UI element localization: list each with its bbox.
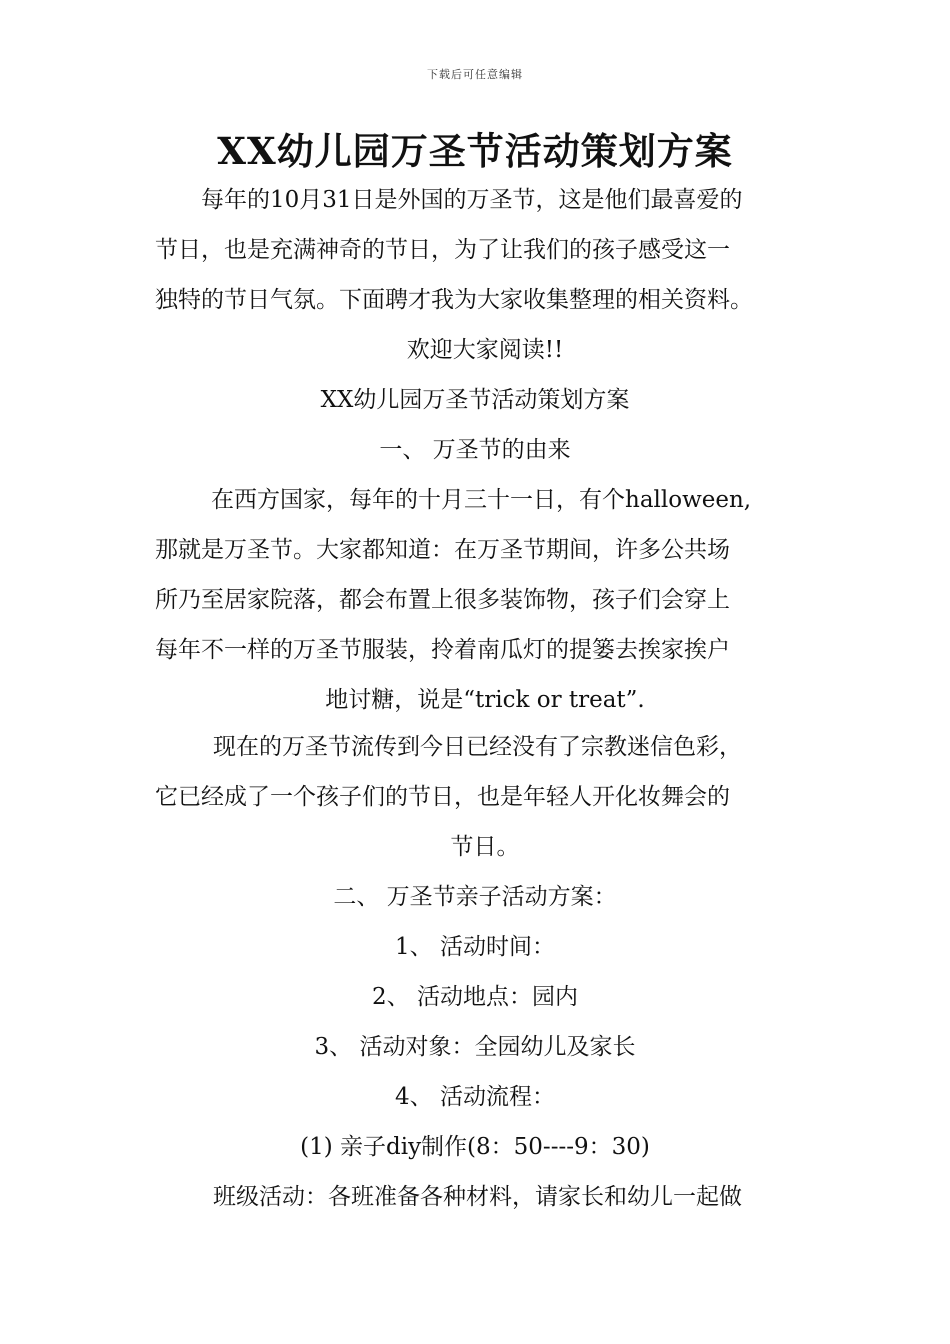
paragraph-line: 节日。 xyxy=(450,834,520,860)
paragraph-line: 地讨糖，说是“trick or treat”. xyxy=(325,687,645,713)
document-subtitle: XX幼儿园万圣节活动策划方案 xyxy=(320,387,630,413)
intro-paragraph xyxy=(155,175,815,375)
header-note: 下载后可任意编辑 xyxy=(427,68,523,81)
list-item: 3、 活动对象：全园幼儿及家长 xyxy=(314,1034,636,1060)
paragraph-line: 班级活动：各班准备各种材料，请家长和幼儿一起做 xyxy=(213,1184,742,1210)
paragraph-line: 每年不一样的万圣节服装，拎着南瓜灯的提篓去挨家挨户 xyxy=(155,637,730,663)
section2-heading: 二、 万圣节亲子活动方案： xyxy=(333,884,617,910)
paragraph-line: 现在的万圣节流传到今日已经没有了宗教迷信色彩， xyxy=(213,734,742,760)
section1-paragraph1 xyxy=(155,475,815,725)
intro-line: 独特的节日气氛。下面聘才我为大家收集整理的相关资料。 xyxy=(155,287,753,313)
intro-line: 欢迎大家阅读!! xyxy=(406,337,564,363)
list-item: 2、 活动地点：园内 xyxy=(372,984,578,1010)
intro-line: 节日，也是充满神奇的节日，为了让我们的孩子感受这一 xyxy=(155,237,730,263)
section1-heading: 一、 万圣节的由来 xyxy=(379,437,571,463)
section2-block xyxy=(0,872,950,1172)
step-heading: (1) 亲子diy制作(8：50----9：30) xyxy=(300,1134,650,1160)
intro-line: 每年的10月31日是外国的万圣节，这是他们最喜爱的 xyxy=(201,187,743,213)
section2-paragraph xyxy=(155,1172,815,1222)
subtitle-block xyxy=(0,375,950,475)
list-item: 1、 活动时间： xyxy=(395,934,555,960)
paragraph-line: 它已经成了一个孩子们的节日，也是年轻人开化妆舞会的 xyxy=(155,784,730,810)
paragraph-line: 那就是万圣节。大家都知道：在万圣节期间，许多公共场 xyxy=(155,537,730,563)
list-item: 4、 活动流程： xyxy=(395,1084,555,1110)
document-title: XX幼儿园万圣节活动策划方案 xyxy=(217,129,733,173)
paragraph-line: 所乃至居家院落，都会布置上很多装饰物，孩子们会穿上 xyxy=(155,587,730,613)
paragraph-line: 在西方国家，每年的十月三十一日，有个halloween, xyxy=(211,487,752,513)
section1-paragraph2 xyxy=(155,722,815,872)
